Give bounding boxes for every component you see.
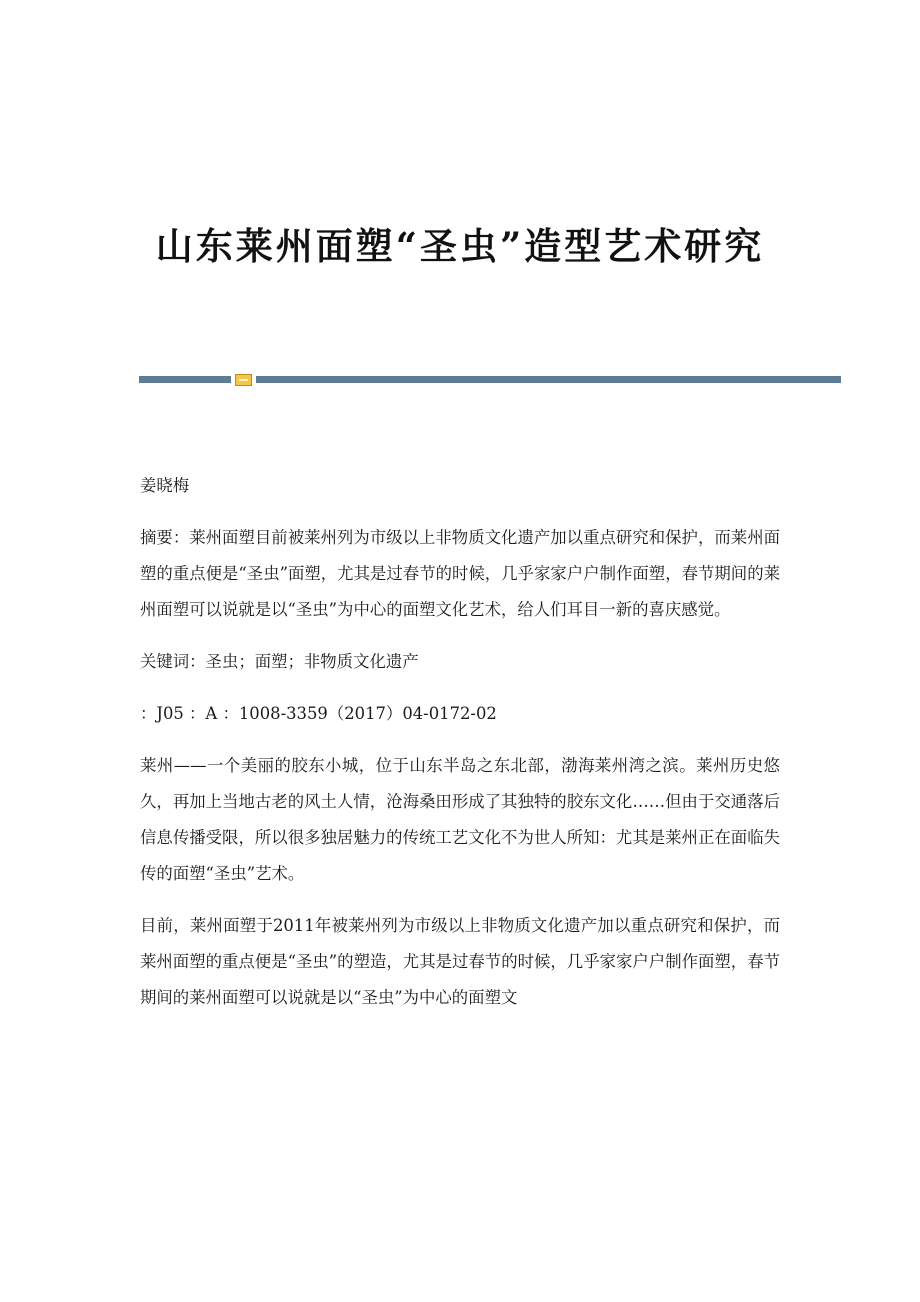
article-body	[140, 468, 780, 1032]
document-title: 山东莱州面塑“圣虫”造型艺术研究	[155, 224, 765, 268]
body-paragraph-1: 莱州——一个美丽的胶东小城，位于山东半岛之东北部，渤海莱州湾之滨。莱州历史悠久，再加上当地古老的风土人情，沧海桑田形成了其独特的胶东文化……但由于交通落后信息传播受限，所以很多独居魅力的传统工艺文化不为世人所知：尤其是莱州正在面临失传的面塑“圣虫”艺术。	[140, 756, 780, 883]
divider-bar-right	[256, 376, 841, 383]
author-name: 姜晓梅	[140, 476, 190, 495]
abstract-paragraph: 摘要：莱州面塑目前被莱州列为市级以上非物质文化遗产加以重点研究和保护，而莱州面塑的重点便是“圣虫”面塑，尤其是过春节的时候，几乎家家户户制作面塑，春节期间的莱州面塑可以说就是以“圣虫”为中心的面塑文化艺术，给人们耳目一新的喜庆感觉。	[140, 528, 780, 619]
divider-bar-left	[139, 376, 231, 383]
classification-line: ：J05 ：A ：1008-3359（2017）04-0172-02	[140, 704, 497, 723]
title-divider	[139, 374, 841, 386]
divider-ornament-icon	[235, 374, 252, 386]
keywords-line: 关键词：圣虫；面塑；非物质文化遗产	[140, 652, 419, 671]
body-paragraph-2: 目前，莱州面塑于2011年被莱州列为市级以上非物质文化遗产加以重点研究和保护，而莱州面塑的重点便是“圣虫”的塑造，尤其是过春节的时候，几乎家家户户制作面塑，春节期间的莱州面塑可以说就是以“圣虫”为中心的面塑文	[140, 916, 780, 1007]
